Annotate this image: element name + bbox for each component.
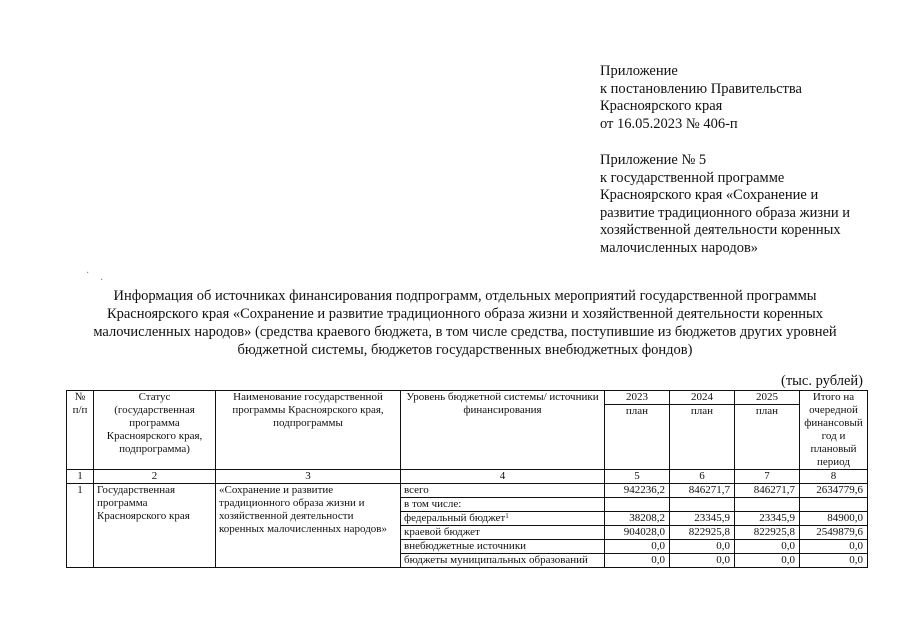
header-status: Статус (государственная программа Красноярского края, подпрограмма) bbox=[94, 391, 216, 470]
value-2024: 846271,7 bbox=[670, 484, 735, 498]
row-program-name: «Сохранение и развитие традиционного образа жизни и хозяйственной деятельности коренных малочисленных народов» bbox=[216, 484, 401, 568]
value-total bbox=[800, 498, 868, 512]
row-level-text: федеральный бюджет bbox=[404, 512, 506, 524]
column-number: 5 bbox=[605, 470, 670, 484]
title-line: бюджетной системы, бюджетов государственных внебюджетных фондов) bbox=[237, 342, 693, 358]
value-total: 2549879,6 bbox=[800, 526, 868, 540]
header-plan: план bbox=[605, 405, 670, 470]
column-number: 4 bbox=[401, 470, 605, 484]
table-row bbox=[67, 484, 868, 498]
column-number: 1 bbox=[67, 470, 94, 484]
value-total: 84900,0 bbox=[800, 512, 868, 526]
column-number: 8 bbox=[800, 470, 868, 484]
value-2024: 0,0 bbox=[670, 554, 735, 568]
value-2025: 0,0 bbox=[735, 540, 800, 554]
scan-speck: · bbox=[86, 268, 90, 279]
unit-label: (тыс. рублей) bbox=[781, 373, 863, 389]
column-number: 7 bbox=[735, 470, 800, 484]
value-2024: 0,0 bbox=[670, 540, 735, 554]
value-2023 bbox=[605, 498, 670, 512]
appendix-line: хозяйственной деятельности коренных bbox=[600, 222, 841, 238]
value-2024: 822925,8 bbox=[670, 526, 735, 540]
value-total: 0,0 bbox=[800, 554, 868, 568]
appendix-line: развитие традиционного образа жизни и bbox=[600, 204, 851, 221]
row-status: Государственная программа Красноярского края bbox=[94, 484, 216, 568]
row-level: бюджеты муниципальных образований bbox=[401, 554, 605, 568]
title-line: малочисленных народов» (средства краевого бюджета, в том числе средства, поступившие из бюджетов других уровней bbox=[93, 324, 837, 340]
row-level bbox=[401, 512, 605, 526]
value-2024: 23345,9 bbox=[670, 512, 735, 526]
value-2023: 904028,0 bbox=[605, 526, 670, 540]
header-year-2025: 2025 bbox=[735, 391, 800, 405]
appendix-line: к государственной программе bbox=[600, 169, 785, 186]
value-2025: 23345,9 bbox=[735, 512, 800, 526]
value-2025 bbox=[735, 498, 800, 512]
header-plan: план bbox=[670, 405, 735, 470]
value-2024 bbox=[670, 498, 735, 512]
table-header-row bbox=[67, 391, 868, 405]
appendix-line: Красноярского края bbox=[600, 98, 723, 114]
row-level: краевой бюджет bbox=[401, 526, 605, 540]
header-total: Итого на очередной финансовый год и плановый период bbox=[800, 391, 868, 470]
appendix-line: к постановлению Правительства bbox=[600, 80, 802, 97]
title-line: Информация об источниках финансирования подпрограмм, отдельных мероприятий государственной программы bbox=[113, 288, 817, 304]
header-year-2024: 2024 bbox=[670, 391, 735, 405]
header-plan: план bbox=[735, 405, 800, 470]
title-line: Красноярского края «Сохранение и развитие традиционного образа жизни и хозяйственной деятельности коренных bbox=[106, 306, 824, 322]
program-appendix-header bbox=[600, 152, 900, 257]
value-2025: 0,0 bbox=[735, 554, 800, 568]
footnote-mark: 1 bbox=[505, 512, 509, 520]
value-2023: 942236,2 bbox=[605, 484, 670, 498]
header-num: № п/п bbox=[67, 391, 94, 470]
appendix-line: от 16.05.2023 № 406-п bbox=[600, 115, 738, 132]
appendix-line: малочисленных народов» bbox=[600, 239, 759, 256]
scan-speck: · bbox=[100, 275, 104, 286]
header-name: Наименование государственной программы Красноярского края, подпрограммы bbox=[216, 391, 401, 470]
header-year-2023: 2023 bbox=[605, 391, 670, 405]
value-2023: 38208,2 bbox=[605, 512, 670, 526]
column-number: 2 bbox=[94, 470, 216, 484]
column-number: 6 bbox=[670, 470, 735, 484]
row-level: в том числе: bbox=[401, 498, 605, 512]
value-2023: 0,0 bbox=[605, 554, 670, 568]
header-level: Уровень бюджетной системы/ источники финансирования bbox=[401, 391, 605, 470]
value-2023: 0,0 bbox=[605, 540, 670, 554]
row-number: 1 bbox=[67, 484, 94, 568]
appendix-line: Приложение № 5 bbox=[600, 152, 707, 168]
column-number: 3 bbox=[216, 470, 401, 484]
document-title bbox=[40, 287, 890, 359]
row-level: внебюджетные источники bbox=[401, 540, 605, 554]
column-number-row bbox=[67, 470, 868, 484]
value-total: 0,0 bbox=[800, 540, 868, 554]
appendix-line: Красноярского края «Сохранение и bbox=[600, 187, 819, 203]
value-total: 2634779,6 bbox=[800, 484, 868, 498]
row-level: всего bbox=[401, 484, 605, 498]
funding-table bbox=[66, 390, 868, 568]
value-2025: 846271,7 bbox=[735, 484, 800, 498]
value-2025: 822925,8 bbox=[735, 526, 800, 540]
appendix-line: Приложение bbox=[600, 63, 678, 79]
appendix-header bbox=[600, 63, 900, 133]
